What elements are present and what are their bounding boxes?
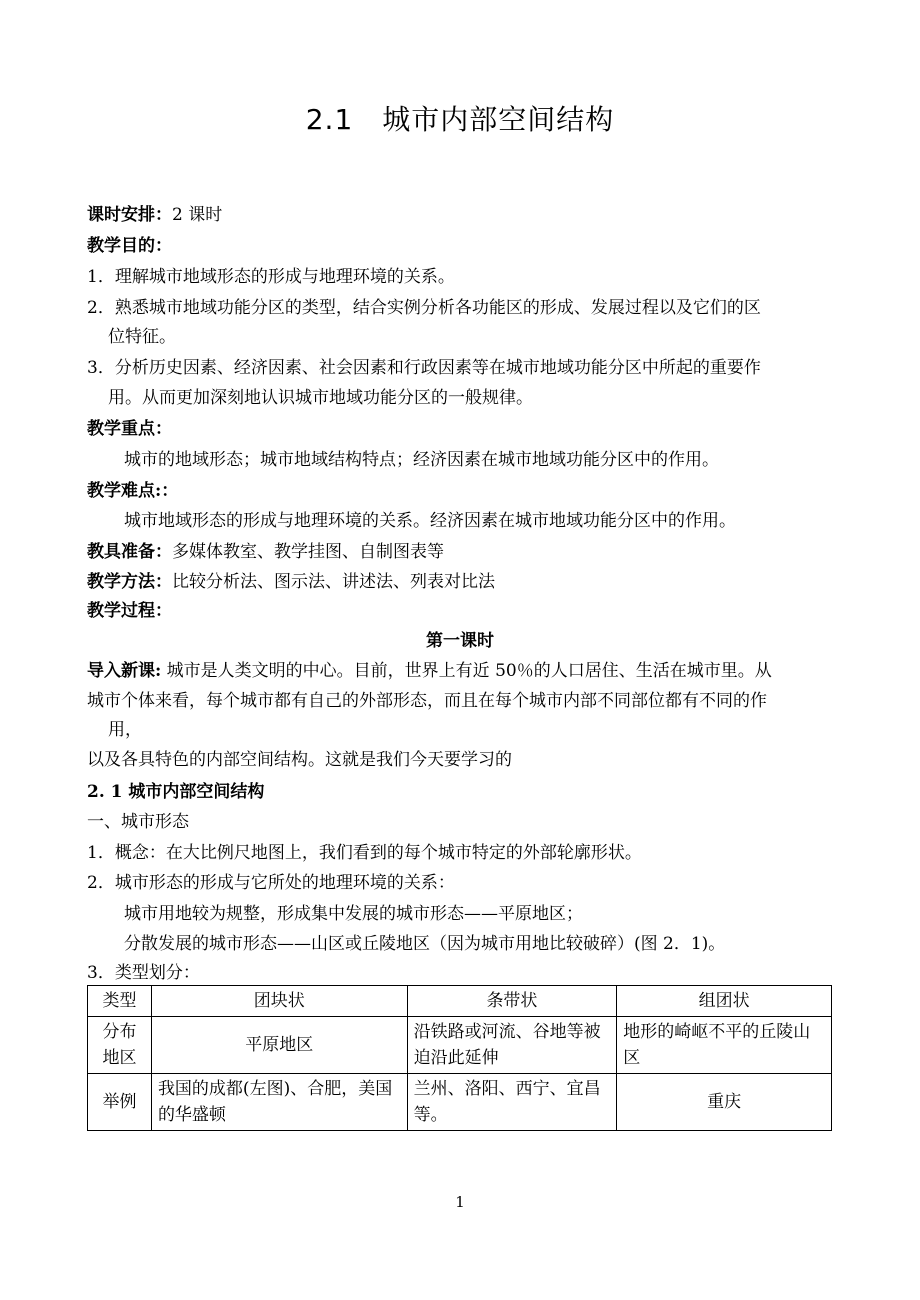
table-header-cell: 类型 — [88, 986, 152, 1017]
intro-line-4: 以及各具特色的内部空间结构。这就是我们今天要学习的 — [87, 750, 512, 770]
point-2-a: 城市用地较为规整，形成集中发展的城市形态——平原地区； — [124, 904, 583, 924]
goal-2-line-2: 位特征。 — [108, 327, 176, 347]
method-value: 比较分析法、图示法、讲述法、列表对比法 — [172, 572, 495, 592]
table-cell: 重庆 — [617, 1074, 832, 1131]
point-2-b: 分散发展的城市形态——山区或丘陵地区（因为城市用地比较破碎）(图 2．1)。 — [124, 934, 726, 954]
intro-text-1: 城市是人类文明的中心。目前，世界上有近 50％的人口居住、生活在城市里。从 — [161, 661, 772, 681]
point-2: 2．城市形态的形成与它所处的地理环境的关系： — [87, 873, 455, 893]
city-form-table — [87, 985, 832, 1131]
point-1: 1．概念：在大比例尺地图上，我们看到的每个城市特定的外部轮廓形状。 — [87, 843, 642, 863]
goal-3-line-2: 用。从而更加深刻地认识城市地域功能分区的一般规律。 — [108, 388, 533, 408]
intro-label: 导入新课: — [87, 661, 162, 681]
intro-line-2: 城市个体来看，每个城市都有自己的外部形态，而且在每个城市内部不同部位都有不同的作 — [87, 691, 767, 711]
point-3: 3．类型划分： — [87, 963, 200, 983]
table-row — [88, 1074, 832, 1131]
table-row-label: 举例 — [88, 1074, 152, 1131]
method-line — [87, 571, 495, 593]
schedule-value: 2 课时 — [172, 205, 223, 225]
schedule-label: 课时安排： — [87, 205, 172, 225]
table-header-cell: 条带状 — [407, 986, 617, 1017]
method-label: 教学方法： — [87, 572, 172, 592]
page-number: 1 — [455, 1193, 465, 1211]
table-row — [88, 1017, 832, 1074]
tools-line — [87, 541, 444, 563]
section-title: 2. 1 城市内部空间结构 — [87, 782, 265, 802]
goal-3-line-1: 3．分析历史因素、经济因素、社会因素和行政因素等在城市地域功能分区中所起的重要作 — [87, 358, 761, 378]
difficult-points-label: 教学难点:： — [87, 481, 179, 501]
intro-line-1 — [87, 660, 772, 682]
process-label: 教学过程： — [87, 601, 172, 621]
tools-label: 教具准备： — [87, 542, 172, 562]
difficult-points-text: 城市地域形态的形成与地理环境的关系。经济因素在城市地域功能分区中的作用。 — [124, 511, 736, 531]
lesson-heading: 第一课时 — [426, 631, 494, 651]
goals-label: 教学目的： — [87, 236, 172, 256]
table-header-cell: 组团状 — [617, 986, 832, 1017]
goal-2-line-1: 2．熟悉城市地域功能分区的类型，结合实例分析各功能区的形成、发展过程以及它们的区 — [87, 298, 761, 318]
intro-line-3: 用， — [108, 720, 142, 740]
tools-value: 多媒体教室、教学挂图、自制图表等 — [172, 542, 444, 562]
key-points-text: 城市的地域形态；城市地域结构特点；经济因素在城市地域功能分区中的作用。 — [124, 450, 719, 470]
table-header-row — [88, 986, 832, 1017]
table-cell: 平原地区 — [151, 1017, 407, 1074]
part-1-heading: 一、城市形态 — [87, 812, 189, 832]
page-title: 2.1 城市内部空间结构 — [305, 103, 615, 136]
table-row-label: 分布地区 — [88, 1017, 152, 1074]
table-cell: 沿铁路或河流、谷地等被迫沿此延伸 — [407, 1017, 617, 1074]
table-cell: 地形的崎岖不平的丘陵山区 — [617, 1017, 832, 1074]
schedule-line — [87, 204, 222, 226]
goal-1: 1．理解城市地域形态的形成与地理环境的关系。 — [87, 267, 455, 287]
table-header-cell: 团块状 — [151, 986, 407, 1017]
table-cell: 我国的成都(左图)、合肥，美国的华盛顿 — [151, 1074, 407, 1131]
key-points-label: 教学重点： — [87, 419, 172, 439]
table-cell: 兰州、洛阳、西宁、宜昌等。 — [407, 1074, 617, 1131]
